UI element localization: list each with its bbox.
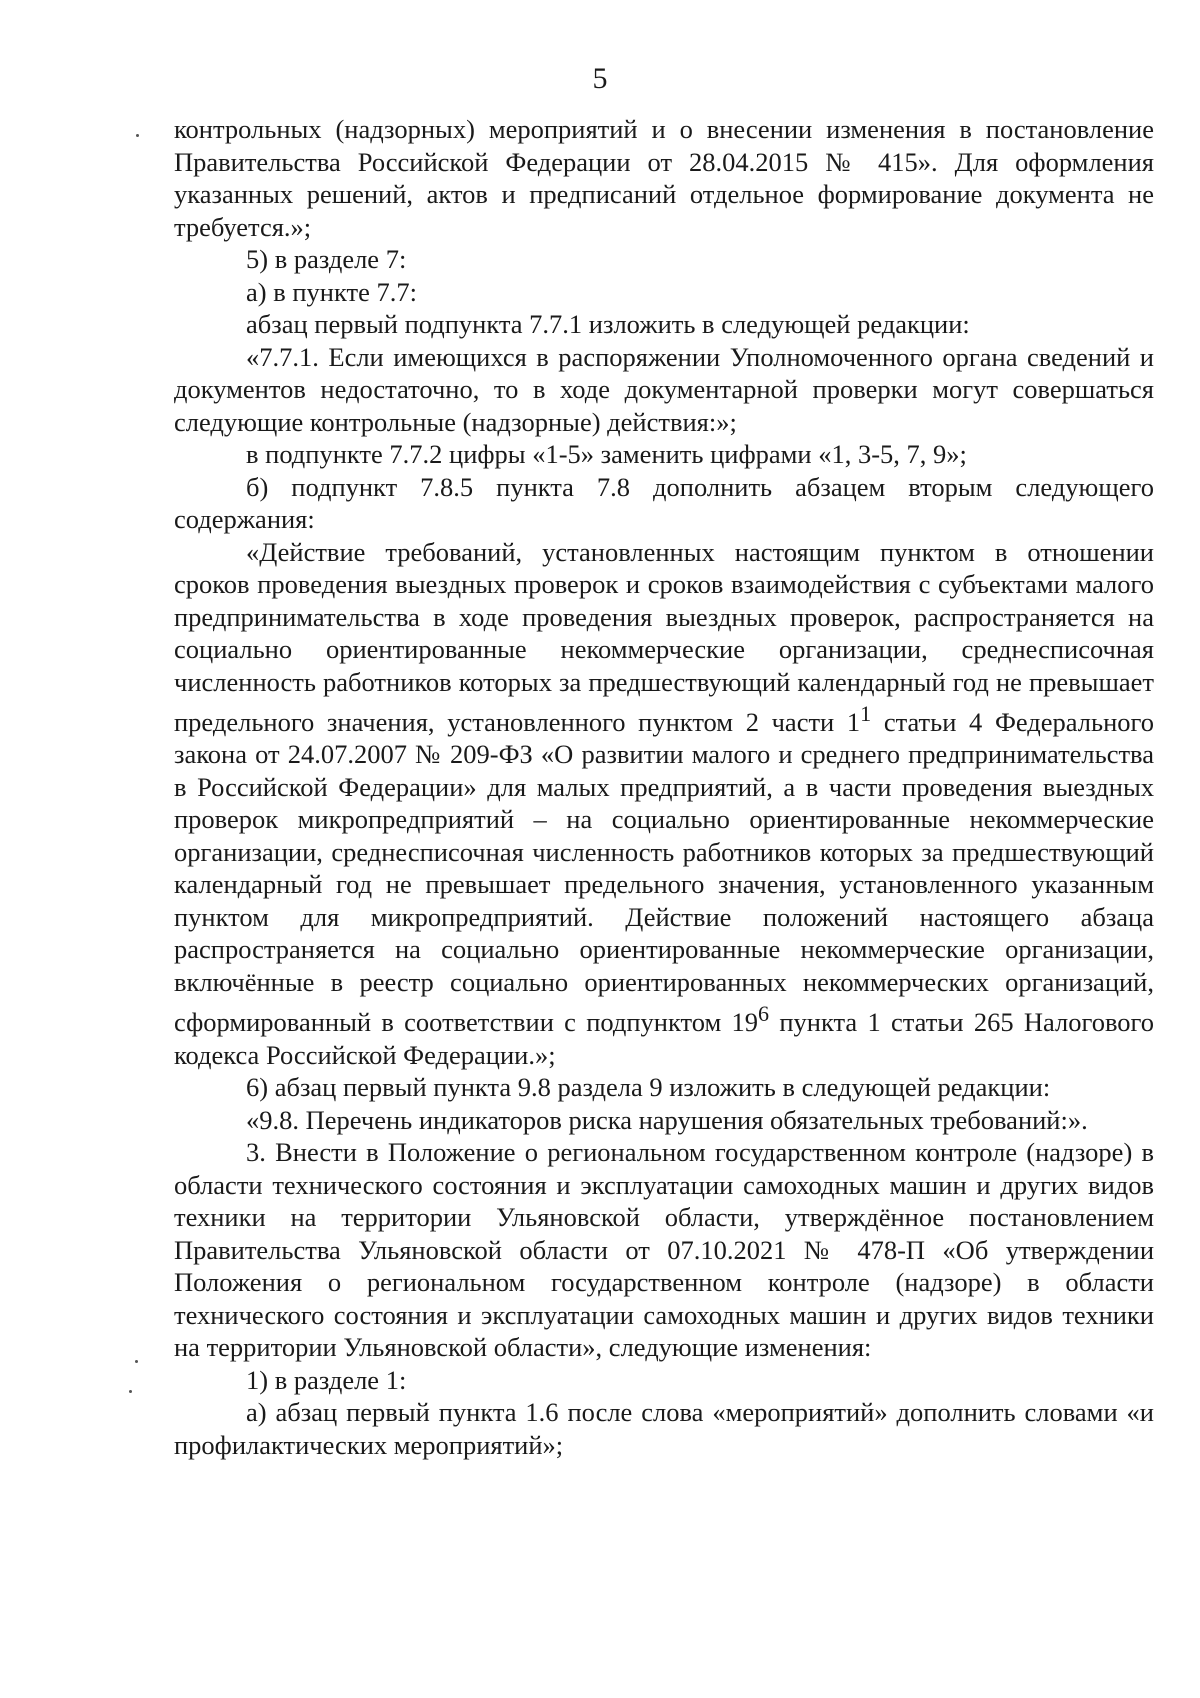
superscript: 6	[758, 1001, 770, 1027]
paragraph-instruction: абзац первый подпункта 7.7.1 изложить в следующей редакции:	[246, 309, 970, 339]
document-body	[174, 113, 1154, 1461]
paragraph-quote-7-7-1: «7.7.1. Если имеющихся в распоряжении Уполномоченного органа сведений и документов недостаточно, то в ходе документарной проверки могут совершаться следующие контрольные (надзорные) действия:»;	[174, 341, 1154, 437]
paragraph-continuation: контрольных (надзорных) мероприятий и о внесении изменения в постановление Правительства Российской Федерации от 28.04.2015 № 415». Для оформления указанных решений, актов и предписаний отдельное формирование документа не требуется.»;	[174, 114, 1154, 242]
scan-dot-mark	[129, 1390, 132, 1393]
paragraph-quote-9-8: «9.8. Перечень индикаторов риска нарушения обязательных требований:».	[246, 1104, 1088, 1135]
scan-dot-mark	[136, 134, 139, 137]
paragraph-subitem-b: б) подпункт 7.8.5 пункта 7.8 дополнить абзацем вторым следующего содержания:	[174, 471, 1154, 534]
paragraph-item-6: 6) абзац первый пункта 9.8 раздела 9 изложить в следующей редакции:	[246, 1072, 1051, 1103]
paragraph-quote-requirements	[174, 536, 1154, 1072]
paragraph-item-3: 3. Внести в Положение о региональном государственном контроле (надзоре) в области технического состояния и эксплуатации самоходных машин и других видов техники на территории Ульяновской области, утверждённое постановлением Правительства Ульяновской области от 07.10.2021 № 478-П «Об утверждении Положения о региональном государственном контроле (надзоре) в области технического состояния и эксплуатации самоходных машин и других видов техники на территории Ульяновской области», следующие изменения:	[174, 1137, 1154, 1363]
text-run: статьи 4 Федерального закона от 24.07.2007 № 209-ФЗ «О развитии малого и среднего предпринимательства в Российской Федерации» для малых предприятий, а в части проведения выездных проверок микропредприятий – на социально ориентированные некоммерческие организации, среднесписочная численность работников которых за предшествующий календарный год не превышает предельного значения, установленного указанным пунктом для микропредприятий. Действие положений настоящего абзаца распространяется на социально ориентированные некоммерческие организации, включённые в реестр социально ориентированных некоммерческих организаций, сформированный в соответствии с подпунктом 19	[174, 706, 1154, 1038]
paragraph-7-7-2: в подпункте 7.7.2 цифры «1-5» заменить цифрами «1, 3-5, 7, 9»;	[246, 439, 967, 469]
paragraph-item-5: 5) в разделе 7:	[246, 244, 407, 274]
scan-dot-mark	[135, 1360, 138, 1363]
superscript: 1	[860, 701, 872, 726]
paragraph-section-1: 1) в разделе 1:	[246, 1364, 407, 1395]
paragraph-subitem-a-1-6: а) абзац первый пункта 1.6 после слова «мероприятий» дополнить словами «и профилактических мероприятий»;	[174, 1397, 1154, 1460]
text-run: пункта 1 статьи 265 Налогового кодекса Российской Федерации.»;	[174, 1007, 1154, 1070]
paragraph-subitem-a: а) в пункте 7.7:	[246, 276, 417, 307]
page-number: 5	[592, 62, 608, 95]
text-run: «Действие требований, установленных настоящим пунктом в отношении сроков проведения выездных проверок и сроков взаимодействия с субъектами малого предпринимательства в ходе проведения выездных проверок, распространяется на социально ориентированные некоммерческие организации, среднесписочная численность работников которых за предшествующий календарный год не превышает предельного значения, установленного пунктом 2 части 1	[174, 536, 1154, 737]
